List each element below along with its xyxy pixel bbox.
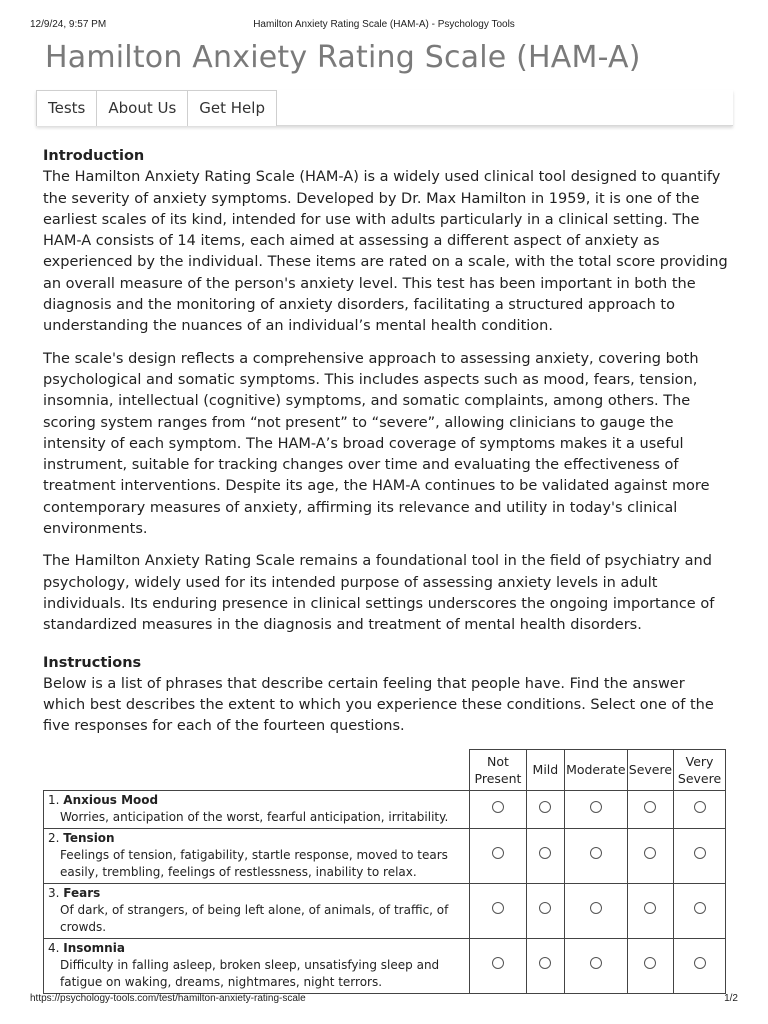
option-cell (470, 828, 527, 883)
radio-very-severe[interactable] (694, 902, 706, 914)
option-cell (526, 828, 564, 883)
option-cell (674, 938, 726, 993)
print-date: 12/9/24, 9:57 PM (30, 19, 107, 30)
intro-paragraph: The Hamilton Anxiety Rating Scale (HAM-A) is a widely used clinical tool designed to quantify the severity of anxiety symptoms. Developed by Dr. Max Hamilton in 1959, it is one of the earliest scales of its kind, intended for use with adults particularly in a clinical setting. The HAM-A consists of 14 items, each aimed at assessing a different aspect of anxiety as experienced by the individual. These items are rated on a scale, with the total score providing an overall measure of the person's anxiety level. This test has been important in both the diagnosis and the monitoring of anxiety disorders, facilitating a structured approach to understanding the nuances of an individual’s mental health condition. (43, 169, 728, 335)
question-number: 4. (48, 940, 60, 955)
column-header-moderate: Moderate (564, 749, 627, 790)
table-row (44, 938, 726, 993)
column-header-not-present: Not Present (470, 749, 527, 790)
print-url: https://psychology-tools.com/test/hamilton-anxiety-rating-scale (30, 993, 306, 1004)
rating-scale-table (43, 749, 726, 994)
question-title: Tension (63, 830, 115, 845)
question-cell (44, 828, 470, 883)
print-document-title: Hamilton Anxiety Rating Scale (HAM-A) - Psychology Tools (253, 19, 515, 30)
radio-moderate[interactable] (590, 801, 602, 813)
question-description: Of dark, of strangers, of being left alone, of animals, of traffic, of crowds. (60, 902, 449, 934)
introduction-section (43, 146, 729, 637)
question-title: Insomnia (63, 940, 125, 955)
question-description: Worries, anticipation of the worst, fearful anticipation, irritability. (60, 809, 449, 824)
radio-moderate[interactable] (590, 957, 602, 969)
radio-mild[interactable] (539, 801, 551, 813)
radio-severe[interactable] (644, 902, 656, 914)
nav-tab-get-help[interactable]: Get Help (187, 90, 277, 126)
option-cell (627, 938, 673, 993)
radio-very-severe[interactable] (694, 801, 706, 813)
nav-tab-tests[interactable]: Tests (36, 90, 97, 126)
instructions-heading: Instructions (43, 654, 142, 671)
page-title: Hamilton Anxiety Rating Scale (HAM-A) (45, 40, 641, 75)
instructions-section (43, 653, 729, 738)
question-cell (44, 938, 470, 993)
nav-tab-about-us[interactable]: About Us (96, 90, 188, 126)
introduction-heading: Introduction (43, 148, 145, 164)
radio-very-severe[interactable] (694, 847, 706, 859)
radio-severe[interactable] (644, 957, 656, 969)
option-cell (470, 938, 527, 993)
table-row (44, 883, 726, 938)
question-cell (44, 790, 470, 828)
table-row (44, 828, 726, 883)
question-cell (44, 883, 470, 938)
radio-not-present[interactable] (492, 957, 504, 969)
print-header (30, 19, 738, 33)
option-cell (674, 883, 726, 938)
column-header-very-severe: Very Severe (674, 749, 726, 790)
question-description: Feelings of tension, fatigability, startle response, moved to tears easily, trembling, feelings of restlessness, inability to relax. (60, 847, 448, 879)
column-header-mild: Mild (526, 749, 564, 790)
main-content (43, 146, 729, 994)
option-cell (627, 790, 673, 828)
intro-paragraph: The scale's design reflects a comprehensive approach to assessing anxiety, covering both psychological and somatic symptoms. This includes aspects such as mood, fears, tension, insomnia, intellectual (cognitive) symptoms, and somatic complaints, among others. The scoring system ranges from “not present” to “severe”, allowing clinicians to gauge the intensity of each symptom. The HAM-A’s broad coverage of symptoms makes it a useful instrument, suitable for tracking changes over time and evaluating the effectiveness of treatment interventions. Despite its age, the HAM-A continues to be validated against more contemporary measures of anxiety, affirming its relevance and utility in today's clinical environments. (43, 350, 710, 538)
table-row (44, 790, 726, 828)
radio-not-present[interactable] (492, 847, 504, 859)
question-number: 3. (48, 885, 60, 900)
question-number: 2. (48, 830, 60, 845)
radio-mild[interactable] (539, 957, 551, 969)
option-cell (564, 938, 627, 993)
question-title: Fears (63, 885, 101, 900)
nav-tabs (36, 90, 733, 126)
question-number: 1. (48, 792, 60, 807)
option-cell (564, 883, 627, 938)
option-cell (674, 790, 726, 828)
intro-paragraph: The Hamilton Anxiety Rating Scale remains a foundational tool in the field of psychiatry and psychology, widely used for its intended purpose of assessing anxiety levels in adult individuals. Its enduring presence in clinical settings underscores the ongoing importance of standardized measures in the diagnosis and treatment of mental health disorders. (43, 553, 715, 634)
question-description: Difficulty in falling asleep, broken sleep, unsatisfying sleep and fatigue on waking, dreams, nightmares, night terrors. (60, 957, 440, 989)
column-header-severe: Severe (627, 749, 673, 790)
option-cell (674, 828, 726, 883)
option-cell (564, 828, 627, 883)
print-footer (30, 993, 738, 1007)
radio-moderate[interactable] (590, 847, 602, 859)
option-cell (470, 883, 527, 938)
question-title: Anxious Mood (63, 792, 159, 807)
radio-not-present[interactable] (492, 902, 504, 914)
radio-mild[interactable] (539, 847, 551, 859)
radio-mild[interactable] (539, 902, 551, 914)
radio-very-severe[interactable] (694, 957, 706, 969)
print-page-number: 1/2 (724, 993, 738, 1004)
option-cell (627, 883, 673, 938)
radio-severe[interactable] (644, 801, 656, 813)
option-cell (627, 828, 673, 883)
radio-not-present[interactable] (492, 801, 504, 813)
option-cell (564, 790, 627, 828)
header-blank-cell (44, 749, 470, 790)
radio-moderate[interactable] (590, 902, 602, 914)
option-cell (526, 938, 564, 993)
table-header-row (44, 749, 726, 790)
option-cell (526, 790, 564, 828)
option-cell (526, 883, 564, 938)
option-cell (470, 790, 527, 828)
instructions-text: Below is a list of phrases that describe certain feeling that people have. Find the answer which best describes the extent to which you experience these conditions. Select one of the five responses for each of the fourteen questions. (43, 675, 714, 735)
radio-severe[interactable] (644, 847, 656, 859)
main-navbar (36, 90, 733, 126)
